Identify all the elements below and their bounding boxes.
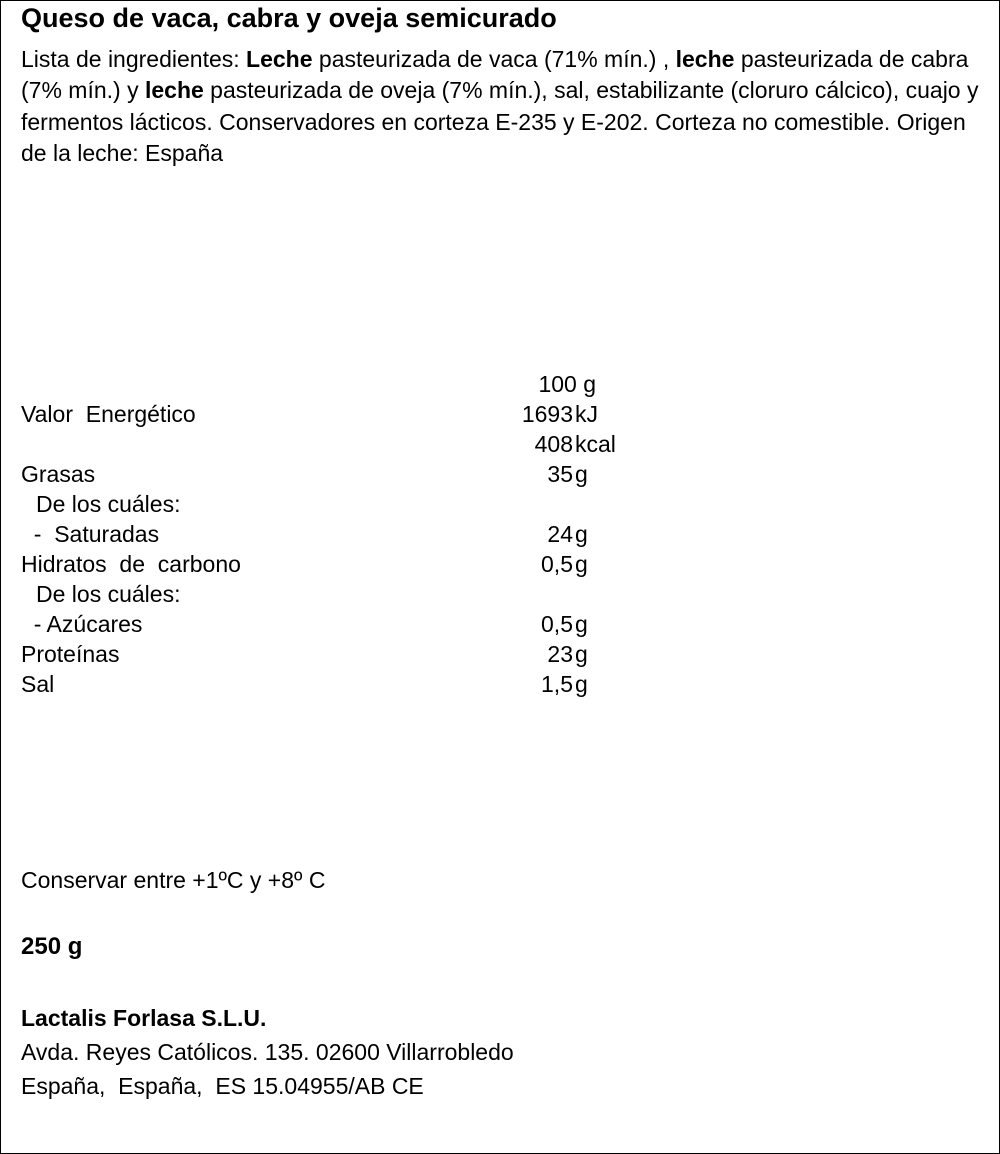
nutrition-row (1, 579, 999, 609)
nutrient-label: Hidratos de carbono (21, 551, 241, 577)
nutrient-unit: kJ (575, 401, 598, 427)
nutrient-label: De los cuáles: (36, 581, 181, 607)
ingredients-text: pasteurizada de oveja (7% mín.), sal, estabilizante (cloruro cálcico), cuajo y fermentos lácticos. Conservadores en corteza E-235 y E-202. Corteza no comestible. Origen de la leche: España (21, 77, 979, 166)
company-name: Lactalis Forlasa S.L.U. (21, 1005, 267, 1031)
nutrient-label: Grasas (21, 461, 96, 487)
nutrient-unit: g (575, 641, 588, 667)
nutrient-label: Valor Energético (21, 401, 196, 427)
nutrition-header-row (1, 369, 999, 399)
nutrient-value: 24 (547, 521, 573, 547)
nutrition-row (1, 459, 999, 489)
ingredients-text: pasteurizada de cabra (7% mín.) y (21, 46, 969, 104)
ingredients-list (21, 44, 981, 169)
nutrition-row (1, 399, 999, 429)
nutrient-label: - Saturadas (21, 521, 160, 547)
allergen-highlight: Leche (246, 46, 313, 72)
company-address: Avda. Reyes Católicos. 135. 02600 Villarrobledo (21, 1039, 514, 1065)
nutrient-value: 408 (534, 431, 573, 457)
allergen-highlight: leche (675, 46, 735, 72)
nutrient-unit: g (575, 611, 588, 637)
nutrient-value: 35 (547, 461, 573, 487)
nutrient-unit: g (575, 551, 588, 577)
product-title: Queso de vaca, cabra y oveja semicurado (21, 3, 557, 33)
nutrient-unit: g (575, 461, 588, 487)
nutrient-label: - Azúcares (21, 611, 143, 637)
nutrition-header: 100 g (538, 371, 596, 397)
nutrient-unit: g (575, 521, 588, 547)
nutrition-row (1, 519, 999, 549)
nutrient-value: 1,5 (541, 671, 573, 697)
nutrition-row (1, 549, 999, 579)
nutrient-label: Sal (21, 671, 55, 697)
ingredients-text: Lista de ingredientes: (21, 46, 247, 72)
nutrient-value: 23 (547, 641, 573, 667)
nutrition-row (1, 639, 999, 669)
nutrient-value: 0,5 (541, 611, 573, 637)
storage-instructions: Conservar entre +1ºC y +8º C (21, 867, 326, 893)
nutrient-value: 1693 (521, 401, 573, 427)
nutrient-unit: g (575, 671, 588, 697)
nutrient-label: Proteínas (21, 641, 120, 667)
nutrient-label: De los cuáles: (36, 491, 181, 517)
nutrition-row (1, 609, 999, 639)
net-weight: 250 g (21, 933, 83, 960)
nutrition-row (1, 429, 999, 459)
nutrient-value: 0,5 (541, 551, 573, 577)
nutrition-row (1, 489, 999, 519)
company-registration: España, España, ES 15.04955/AB CE (21, 1073, 424, 1099)
nutrition-row (1, 669, 999, 699)
allergen-highlight: leche (144, 77, 204, 104)
nutrient-unit: kcal (575, 431, 616, 457)
ingredients-text: pasteurizada de vaca (71% mín.) , (312, 46, 676, 72)
